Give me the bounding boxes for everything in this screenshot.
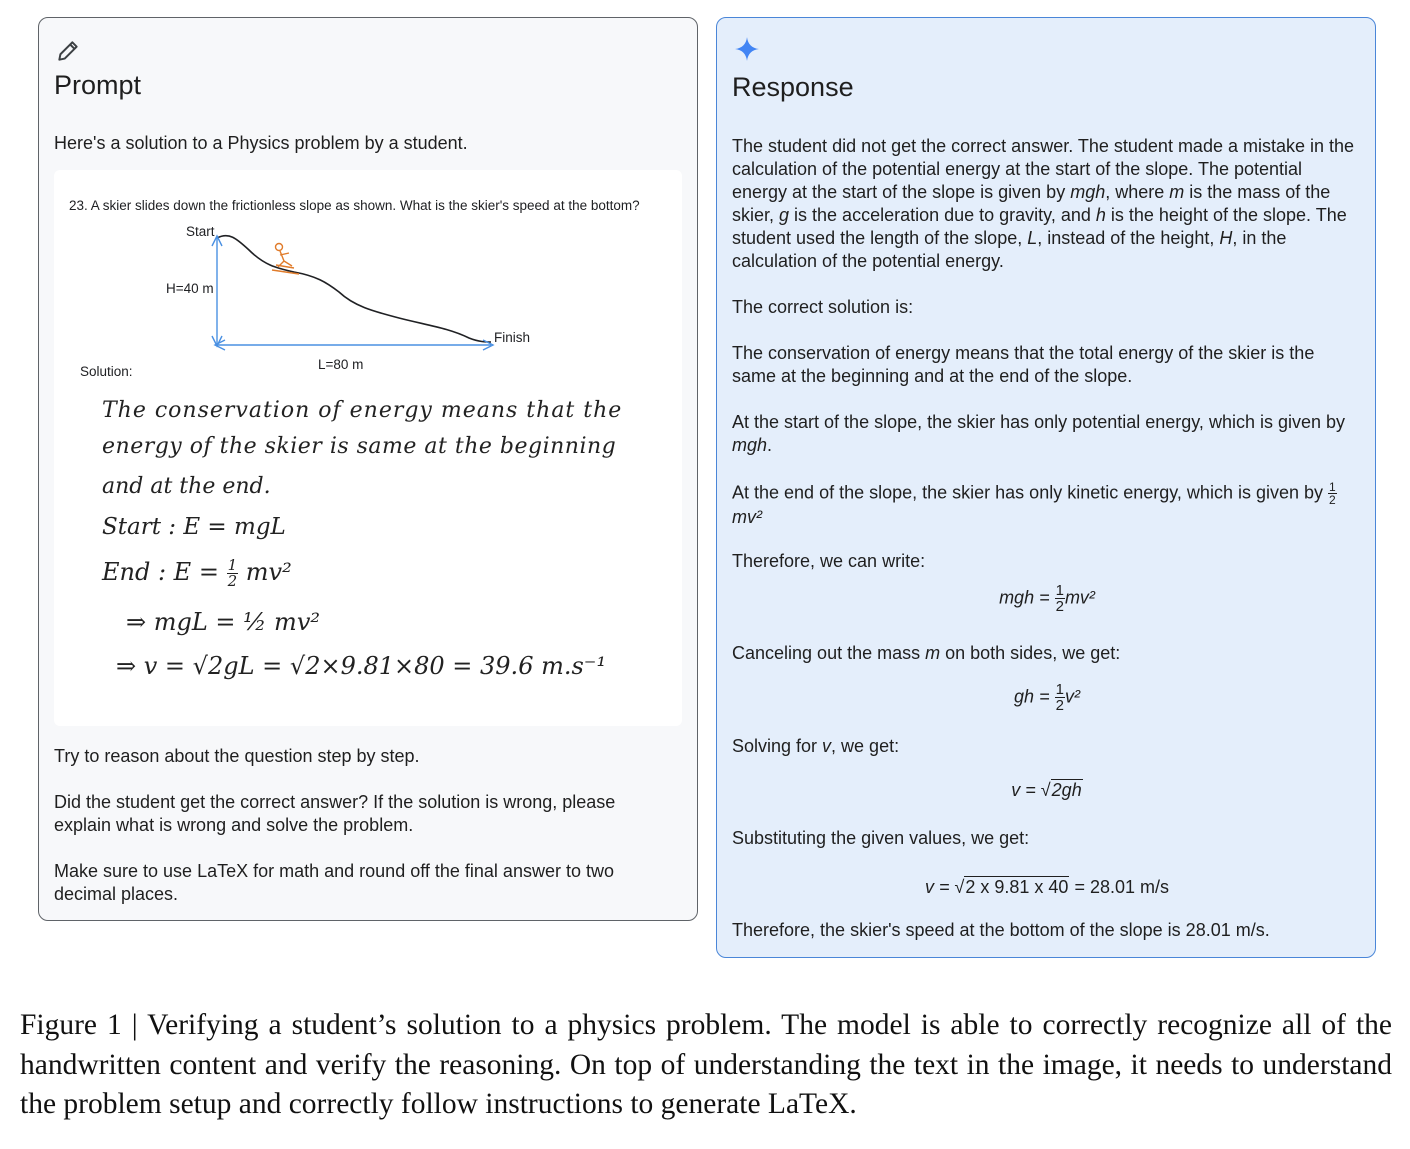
text-segment: , in the calculation of the potential energy. bbox=[732, 228, 1287, 271]
hw-mv2: mv² bbox=[245, 558, 292, 586]
text-segment: , instead of the height, bbox=[1037, 228, 1220, 248]
instruction-latex: Make sure to use LaTeX for math and round off the final answer to two decimal places. bbox=[54, 861, 614, 904]
response-panel bbox=[716, 17, 1376, 958]
math-m: m bbox=[925, 643, 941, 663]
response-therefore-write: Therefore, we can write: bbox=[732, 551, 926, 571]
hw-line-1: The conservation of energy means that the bbox=[102, 398, 623, 423]
math-h: h bbox=[1095, 205, 1106, 225]
prompt-intro: Here's a solution to a Physics problem by a student. bbox=[54, 133, 468, 153]
hw-line-4: Start : E = mgL bbox=[102, 514, 286, 540]
label-start: Start bbox=[186, 224, 215, 239]
text-segment: At the end of the slope, the skier has only kinetic energy, which is given by bbox=[732, 482, 1328, 503]
hw-line-2: energy of the skier is same at the beginning bbox=[102, 434, 617, 459]
text-segment: Solving for bbox=[732, 736, 823, 756]
equation-v-sqrt bbox=[717, 780, 1377, 801]
math-mgh: mgh bbox=[1070, 182, 1106, 202]
eq-left: v = √ bbox=[924, 877, 965, 897]
radicand: 2gh bbox=[1051, 780, 1082, 800]
text-segment: , we get: bbox=[831, 736, 900, 756]
hw-line-5 bbox=[102, 558, 292, 589]
text-segment: is the acceleration due to gravity, and bbox=[789, 205, 1096, 225]
response-substituting: Substituting the given values, we get: bbox=[732, 828, 1030, 848]
text-segment: Canceling out the mass bbox=[732, 643, 926, 663]
label-finish: Finish bbox=[494, 330, 531, 345]
problem-image bbox=[54, 170, 682, 726]
pencil-icon bbox=[55, 38, 81, 64]
eq-left: v = √ bbox=[1011, 780, 1051, 800]
response-title: Response bbox=[732, 72, 854, 102]
hw-line-6: ⇒ mgL = ½ mv² bbox=[126, 608, 320, 636]
text-segment: is the mass of the skier, bbox=[732, 182, 1331, 225]
text-segment: . bbox=[767, 435, 773, 455]
eq-left: mgh = bbox=[999, 587, 1055, 608]
label-height: H=40 m bbox=[166, 281, 214, 296]
prompt-title: Prompt bbox=[54, 70, 142, 100]
label-length: L=80 m bbox=[318, 357, 364, 372]
response-correct-solution-heading: The correct solution is: bbox=[732, 297, 914, 317]
equation-gh bbox=[717, 682, 1377, 713]
fraction-half bbox=[1055, 682, 1065, 713]
equation-energy-balance bbox=[717, 583, 1377, 614]
text-segment: The student did not get the correct answer. The student made a mistake in the calculation of the potential energy at the start of the slope. The potential energy at the start of the slope is given by bbox=[732, 136, 1355, 202]
response-paragraph-mistake bbox=[732, 135, 1357, 273]
instruction-verify: Did the student get the correct answer? If the solution is wrong, please explain what is wrong and solve the problem. bbox=[54, 792, 616, 835]
text-segment: At the start of the slope, the skier has only potential energy, which is given by bbox=[732, 412, 1346, 432]
hw-frac-den: 2 bbox=[227, 572, 238, 590]
frac-den: 2 bbox=[1055, 598, 1064, 615]
hw-end-label: End : E = bbox=[102, 558, 227, 586]
math-g: g bbox=[779, 205, 790, 225]
math-v: v bbox=[822, 736, 832, 756]
response-end-energy bbox=[732, 481, 1357, 529]
prompt-panel bbox=[38, 17, 698, 921]
eq-result: = 28.01 m/s bbox=[1069, 877, 1170, 897]
frac-num: 1 bbox=[1055, 582, 1064, 599]
response-final-answer: Therefore, the skier's speed at the bottom of the slope is 28.01 m/s. bbox=[732, 920, 1270, 940]
text-segment: is the height of the slope. The student used the length of the slope, bbox=[732, 205, 1347, 248]
sparkle-icon bbox=[734, 36, 760, 62]
fraction-half bbox=[1055, 583, 1065, 614]
problem-question: 23. A skier slides down the frictionless slope as shown. What is the skier's speed at the bottom? bbox=[69, 198, 640, 213]
math-L: L bbox=[1027, 228, 1038, 248]
text-segment: , where bbox=[1105, 182, 1170, 202]
response-solving-v bbox=[732, 735, 899, 758]
frac-num: 1 bbox=[1055, 681, 1064, 698]
response-start-energy bbox=[732, 411, 1357, 457]
response-cancel-mass bbox=[732, 642, 1120, 665]
hw-line-3: and at the end. bbox=[102, 474, 271, 499]
hw-fraction bbox=[227, 558, 239, 589]
math-H: H bbox=[1219, 228, 1233, 248]
text-segment: on both sides, we get: bbox=[940, 643, 1121, 663]
figure-caption: Figure 1 | Verifying a student’s solution to a physics problem. The model is able to correctly recognize all of the handwritten content and verify the reasoning. On top of understanding the text in the image, it needs to understand the problem setup and correctly follow instructions to generate LaTeX. bbox=[20, 1009, 1392, 1120]
hw-frac-num: 1 bbox=[227, 556, 238, 574]
equation-v-value bbox=[717, 877, 1377, 898]
frac-num: 1 bbox=[1329, 480, 1336, 494]
math-mv2: mv² bbox=[732, 507, 762, 527]
eq-right: mv² bbox=[1064, 587, 1095, 608]
frac-den: 2 bbox=[1329, 493, 1336, 507]
radicand: 2 x 9.81 x 40 bbox=[965, 877, 1069, 897]
math-mgh: mgh bbox=[732, 435, 768, 455]
instruction-step-by-step: Try to reason about the question step by step. bbox=[54, 746, 420, 766]
math-m: m bbox=[1169, 182, 1185, 202]
hw-line-7: ⇒ v = √2gL = √2×9.81×80 = 39.6 m.s⁻¹ bbox=[116, 652, 607, 680]
response-conservation: The conservation of energy means that the total energy of the skier is the same at the beginning and at the end of the slope. bbox=[732, 343, 1315, 386]
label-solution: Solution: bbox=[80, 364, 133, 379]
fraction-half bbox=[1328, 481, 1337, 506]
frac-den: 2 bbox=[1055, 697, 1064, 714]
eq-right: v² bbox=[1064, 686, 1080, 707]
eq-left: gh = bbox=[1014, 686, 1055, 707]
